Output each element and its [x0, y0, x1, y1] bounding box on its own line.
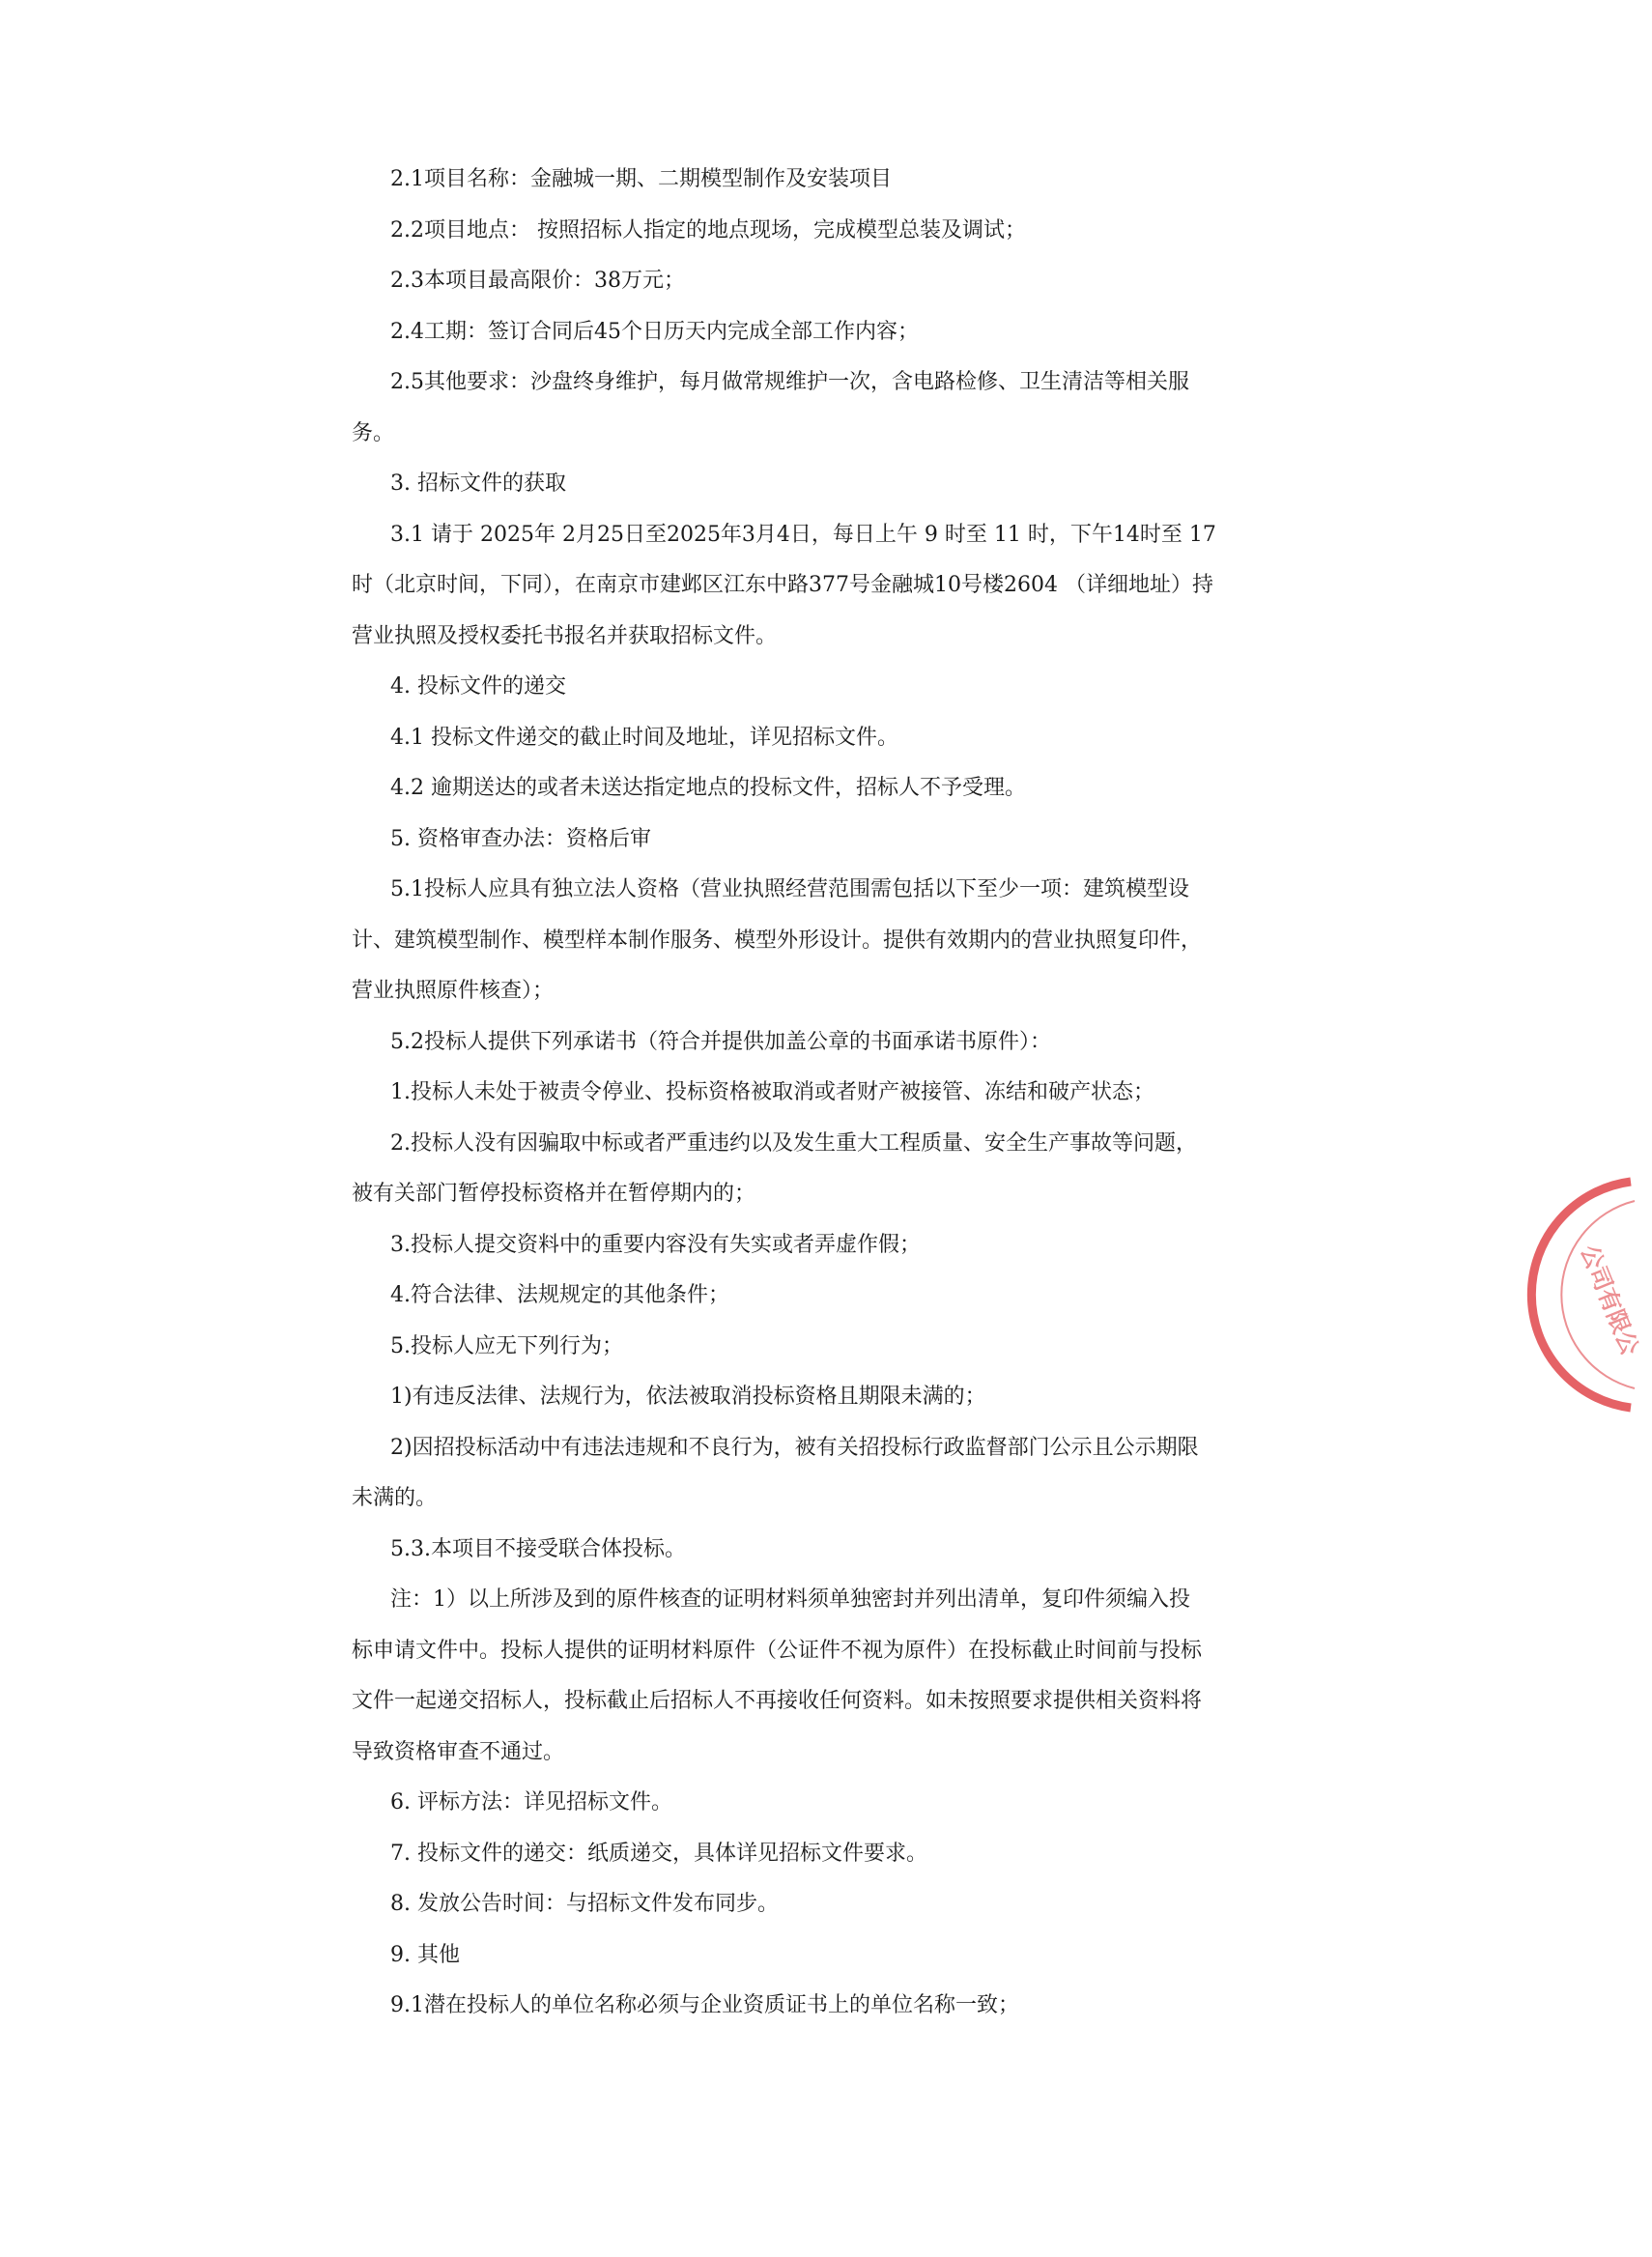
- paragraph-p51b: 计、建筑模型制作、模型样本制作服务、模型外形设计。提供有效期内的营业执照复印件，: [352, 928, 1203, 953]
- paragraph-p22: 2.2项目地点： 按照招标人指定的地点现场，完成模型总装及调试；: [390, 217, 1026, 243]
- paragraph-p3: 3. 招标文件的获取: [390, 471, 566, 496]
- paragraph-p51c: 营业执照原件核查）；: [352, 979, 555, 1003]
- paragraph-c1: 1.投标人未处于被责令停业、投标资格被取消或者财产被接管、冻结和破产状态；: [390, 1080, 1154, 1104]
- paragraph-p4: 4. 投标文件的递交: [390, 674, 566, 699]
- paragraph-n1a: 注：1）以上所涉及到的原件核查的证明材料须单独密封并列出清单，复印件须编入投: [390, 1587, 1190, 1612]
- paragraph-n1d: 导致资格审查不通过。: [352, 1739, 565, 1764]
- paragraph-p6: 6. 评标方法：详见招标文件。: [390, 1790, 672, 1814]
- paragraph-p91: 9.1潜在投标人的单位名称必须与企业资质证书上的单位名称一致；: [390, 1993, 1019, 2017]
- paragraph-p31b: 时（北京时间，下同），在南京市建邺区江东中路377号金融城10号楼2604 （详细地址）持: [352, 573, 1213, 597]
- paragraph-p7: 7. 投标文件的递交：纸质递交，具体详见招标文件要求。: [390, 1841, 927, 1866]
- paragraph-p5: 5. 资格审查办法：资格后审: [390, 826, 651, 851]
- seal-text: 公司有限公: [1575, 1241, 1645, 1359]
- paragraph-p42: 4.2 逾期送达的或者未送达指定地点的投标文件，招标人不予受理。: [390, 776, 1026, 800]
- document-body: [352, 155, 1260, 2032]
- paragraph-p23: 2.3本项目最高限价：38万元；: [390, 269, 685, 293]
- paragraph-c3: 3.投标人提交资料中的重要内容没有失实或者弄虚作假；: [390, 1232, 921, 1257]
- paragraph-p9: 9. 其他: [390, 1942, 460, 1967]
- paragraph-p53: 5.3.本项目不接受联合体投标。: [390, 1536, 686, 1561]
- paragraph-p25b: 务。: [352, 420, 395, 445]
- paragraph-p24: 2.4工期：签订合同后45个日历天内完成全部工作内容；: [390, 319, 919, 344]
- paragraph-p21: 2.1项目名称：金融城一期、二期模型制作及安装项目: [390, 167, 892, 191]
- paragraph-b2a: 2)因招投标活动中有违法违规和不良行为，被有关招投标行政监督部门公示且公示期限: [390, 1435, 1199, 1460]
- paragraph-b2b: 未满的。: [352, 1486, 438, 1510]
- paragraph-p8: 8. 发放公告时间：与招标文件发布同步。: [390, 1892, 779, 1916]
- paragraph-p31c: 营业执照及授权委托书报名并获取招标文件。: [352, 623, 778, 648]
- paragraph-p51a: 5.1投标人应具有独立法人资格（营业执照经营范围需包括以下至少一项：建筑模型设: [390, 877, 1189, 901]
- paragraph-p31a: 3.1 请于 2025年 2月25日至2025年3月4日，每日上午 9 时至 11 时，下午14时至 17: [390, 522, 1216, 547]
- paragraph-c2a: 2.投标人没有因骗取中标或者严重违约以及发生重大工程质量、安全生产事故等问题，: [390, 1130, 1197, 1156]
- paragraph-n1b: 标申请文件中。投标人提供的证明材料原件（公证件不视为原件）在投标截止时间前与投标: [352, 1638, 1203, 1663]
- company-seal: [1536, 1174, 1652, 1415]
- paragraph-b1: 1)有违反法律、法规行为，依法被取消投标资格且期限未满的；: [390, 1385, 986, 1409]
- paragraph-p41: 4.1 投标文件递交的截止时间及地址，详见招标文件。: [390, 725, 898, 750]
- paragraph-p52: 5.2投标人提供下列承诺书（符合并提供加盖公章的书面承诺书原件）：: [390, 1029, 1051, 1054]
- paragraph-c4: 4.符合法律、法规规定的其他条件；: [390, 1283, 729, 1307]
- paragraph-n1c: 文件一起递交招标人，投标截止后招标人不再接收任何资料。如未按照要求提供相关资料将: [352, 1689, 1203, 1713]
- paragraph-p25a: 2.5其他要求：沙盘终身维护，每月做常规维护一次，含电路检修、卫生清洁等相关服: [390, 370, 1189, 394]
- paragraph-c2b: 被有关部门暂停投标资格并在暂停期内的；: [352, 1182, 756, 1206]
- paragraph-c5: 5.投标人应无下列行为；: [390, 1333, 623, 1358]
